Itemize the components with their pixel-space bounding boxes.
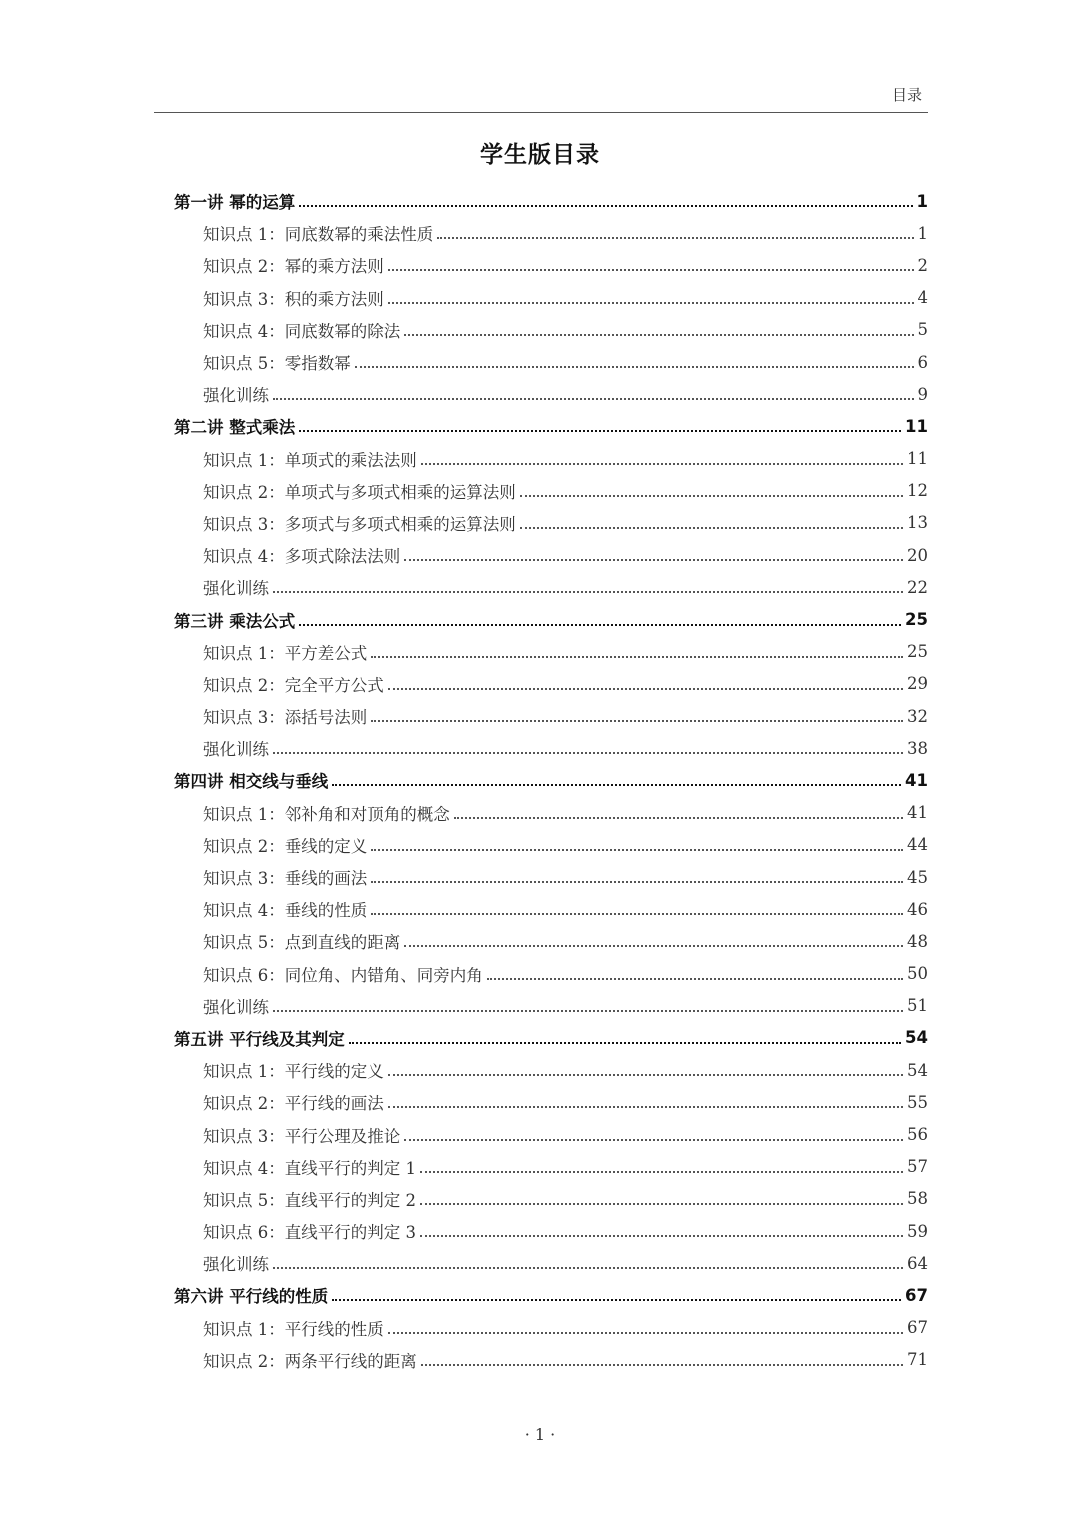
toc-page-number: 41: [905, 770, 928, 790]
toc-page-number: 54: [905, 1028, 928, 1048]
toc-entry[interactable]: [174, 925, 928, 957]
toc-entry-title: 知识点 3：添括号法则: [203, 708, 368, 728]
dot-leader: [420, 1197, 903, 1205]
dot-leader: [404, 1133, 903, 1141]
toc-entry-title: 知识点 2：两条平行线的距离: [203, 1351, 417, 1371]
toc-entry[interactable]: [174, 861, 928, 893]
toc-page-number: 22: [907, 577, 928, 597]
toc-entry-title: 知识点 5：直线平行的判定 2: [203, 1190, 416, 1210]
dot-leader: [388, 296, 914, 304]
toc-chapter[interactable]: [174, 603, 928, 635]
toc-page-number: 20: [907, 545, 928, 565]
dot-leader: [388, 1068, 903, 1076]
dot-leader: [388, 1100, 903, 1108]
toc-entry[interactable]: [174, 1183, 928, 1215]
toc-page-number: 4: [917, 288, 928, 308]
dot-leader: [299, 424, 901, 432]
toc-entry[interactable]: [174, 346, 928, 378]
toc-entry-title: 知识点 2：单项式与多项式相乘的运算法则: [203, 482, 516, 502]
dot-leader: [371, 875, 903, 883]
toc-chapter-title: 第四讲 相交线与垂线: [174, 772, 329, 792]
dot-leader: [404, 939, 903, 947]
dot-leader: [371, 907, 903, 915]
toc-entry-title: 强化训练: [203, 1255, 269, 1275]
toc-entry-title: 知识点 1：单项式的乘法法则: [203, 450, 417, 470]
dot-leader: [355, 360, 914, 368]
toc-entry[interactable]: [174, 475, 928, 507]
toc-page-number: 67: [907, 1318, 928, 1338]
toc-entry-title: 知识点 3：垂线的画法: [203, 869, 368, 889]
toc-page-number: 2: [917, 255, 928, 275]
toc-page-number: 5: [917, 320, 928, 340]
toc-entry[interactable]: [174, 893, 928, 925]
toc-entry[interactable]: [174, 990, 928, 1022]
toc-entry[interactable]: [174, 668, 928, 700]
toc-entry-title: 知识点 2：垂线的定义: [203, 836, 368, 856]
toc-entry-title: 知识点 2：完全平方公式: [203, 675, 384, 695]
toc-page-number: 11: [907, 449, 928, 469]
toc-chapter[interactable]: [174, 764, 928, 796]
toc-chapter-title: 第一讲 幂的运算: [174, 193, 296, 213]
toc-chapter[interactable]: [174, 410, 928, 442]
toc-entry[interactable]: [174, 1086, 928, 1118]
dot-leader: [487, 972, 903, 980]
toc-entry[interactable]: [174, 732, 928, 764]
toc-entry-title: 强化训练: [203, 997, 269, 1017]
toc-entry-title: 知识点 4：直线平行的判定 1: [203, 1158, 416, 1178]
toc-page-number: 59: [907, 1221, 928, 1241]
dot-leader: [273, 1004, 903, 1012]
dot-leader: [388, 682, 903, 690]
toc-page-number: 44: [907, 835, 928, 855]
dot-leader: [299, 199, 912, 207]
toc-chapter-title: 第二讲 整式乘法: [174, 418, 296, 438]
dot-leader: [332, 778, 901, 786]
running-header-label: 目录: [891, 86, 922, 104]
toc-entry-title: 知识点 3：平行公理及推论: [203, 1126, 401, 1146]
dot-leader: [273, 392, 914, 400]
toc-entry[interactable]: [174, 1312, 928, 1344]
toc-page-number: 9: [917, 384, 928, 404]
toc-page-number: 12: [907, 481, 928, 501]
dot-leader: [388, 1326, 903, 1334]
toc-entry[interactable]: [174, 1151, 928, 1183]
dot-leader: [454, 811, 903, 819]
toc-entry-title: 强化训练: [203, 579, 269, 599]
toc-page-number: 55: [907, 1092, 928, 1112]
toc-entry[interactable]: [174, 507, 928, 539]
toc-entry[interactable]: [174, 1215, 928, 1247]
toc-page-number: 58: [907, 1189, 928, 1209]
toc-entry-title: 知识点 2：平行线的画法: [203, 1094, 384, 1114]
toc-entry-title: 知识点 6：同位角、内错角、同旁内角: [203, 965, 483, 985]
toc-page-number: 46: [907, 899, 928, 919]
toc-page-number: 11: [905, 416, 928, 436]
dot-leader: [273, 746, 903, 754]
dot-leader: [421, 457, 903, 465]
toc-entry[interactable]: [174, 314, 928, 346]
header-rule: [154, 112, 928, 113]
toc-entry[interactable]: [174, 636, 928, 668]
toc-chapter[interactable]: [174, 185, 928, 217]
toc-entry-title: 知识点 2：幂的乘方法则: [203, 257, 384, 277]
table-of-contents: [174, 185, 928, 1376]
toc-entry-title: 知识点 1：同底数幂的乘法性质: [203, 225, 434, 245]
dot-leader: [273, 1261, 903, 1269]
toc-entry[interactable]: [174, 958, 928, 990]
toc-page-number: 29: [907, 674, 928, 694]
toc-entry[interactable]: [174, 217, 928, 249]
dot-leader: [388, 263, 914, 271]
dot-leader: [332, 1293, 901, 1301]
toc-page-number: 1: [917, 223, 928, 243]
dot-leader: [420, 1165, 903, 1173]
dot-leader: [299, 618, 901, 626]
toc-entry-title: 知识点 1：平方差公式: [203, 643, 368, 663]
toc-page-number: 56: [907, 1125, 928, 1145]
dot-leader: [404, 328, 913, 336]
toc-page-number: 41: [907, 803, 928, 823]
dot-leader: [273, 585, 903, 593]
dot-leader: [371, 650, 903, 658]
dot-leader: [421, 1358, 903, 1366]
toc-entry-title: 知识点 4：同底数幂的除法: [203, 321, 401, 341]
toc-entry-title: 知识点 5：零指数幂: [203, 354, 351, 374]
toc-page-number: 50: [907, 964, 928, 984]
toc-entry[interactable]: [174, 443, 928, 475]
toc-page-number: 13: [907, 513, 928, 533]
toc-entry[interactable]: [174, 539, 928, 571]
dot-leader: [371, 843, 903, 851]
toc-entry[interactable]: [174, 571, 928, 603]
toc-page-number: 25: [907, 642, 928, 662]
toc-entry[interactable]: [174, 797, 928, 829]
dot-leader: [420, 1229, 903, 1237]
toc-entry[interactable]: [174, 1344, 928, 1376]
toc-entry-title: 知识点 3：多项式与多项式相乘的运算法则: [203, 514, 516, 534]
toc-page-number: 71: [907, 1350, 928, 1370]
toc-page-number: 6: [917, 352, 928, 372]
toc-entry[interactable]: [174, 700, 928, 732]
toc-page-number: 45: [907, 867, 928, 887]
toc-chapter-title: 第五讲 平行线及其判定: [174, 1029, 345, 1049]
toc-chapter-title: 第三讲 乘法公式: [174, 611, 296, 631]
toc-page-number: 57: [907, 1157, 928, 1177]
toc-page-number: 32: [907, 706, 928, 726]
page-number: · 1 ·: [524, 1425, 556, 1444]
toc-chapter-title: 第六讲 平行线的性质: [174, 1287, 329, 1307]
toc-entry-title: 知识点 1：邻补角和对顶角的概念: [203, 804, 450, 824]
dot-leader: [520, 489, 903, 497]
dot-leader: [520, 521, 903, 529]
toc-entry[interactable]: [174, 829, 928, 861]
toc-entry-title: 知识点 4：多项式除法法则: [203, 547, 401, 567]
toc-entry-title: 知识点 1：平行线的性质: [203, 1319, 384, 1339]
toc-page-number: 51: [907, 996, 928, 1016]
dot-leader: [437, 231, 913, 239]
dot-leader: [404, 553, 903, 561]
toc-entry[interactable]: [174, 1054, 928, 1086]
toc-page-number: 64: [907, 1253, 928, 1273]
toc-entry[interactable]: [174, 378, 928, 410]
toc-entry-title: 知识点 1：平行线的定义: [203, 1062, 384, 1082]
toc-entry[interactable]: [174, 1247, 928, 1279]
toc-page-number: 25: [905, 610, 928, 630]
toc-entry-title: 知识点 3：积的乘方法则: [203, 289, 384, 309]
toc-page-number: 48: [907, 931, 928, 951]
toc-chapter[interactable]: [174, 1022, 928, 1054]
toc-entry[interactable]: [174, 249, 928, 281]
toc-entry-title: 强化训练: [203, 740, 269, 760]
toc-entry[interactable]: [174, 282, 928, 314]
toc-page-number: 67: [905, 1285, 928, 1305]
toc-page-number: 1: [916, 191, 928, 211]
page-title: 学生版目录: [480, 142, 600, 168]
dot-leader: [371, 714, 903, 722]
toc-page-number: 38: [907, 738, 928, 758]
dot-leader: [349, 1036, 901, 1044]
toc-entry-title: 知识点 5：点到直线的距离: [203, 933, 401, 953]
toc-entry-title: 强化训练: [203, 386, 269, 406]
toc-page-number: 54: [907, 1060, 928, 1080]
toc-entry[interactable]: [174, 1118, 928, 1150]
toc-chapter[interactable]: [174, 1279, 928, 1311]
toc-entry-title: 知识点 4：垂线的性质: [203, 901, 368, 921]
toc-entry-title: 知识点 6：直线平行的判定 3: [203, 1223, 416, 1243]
